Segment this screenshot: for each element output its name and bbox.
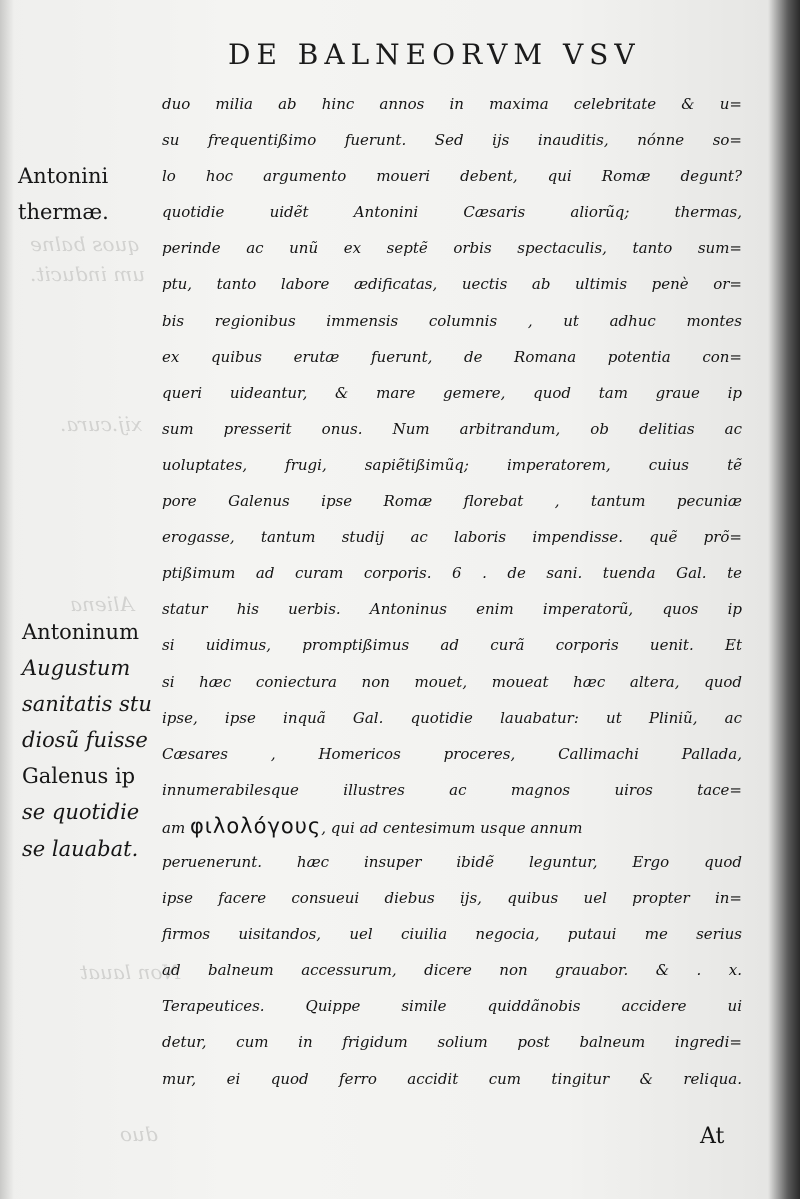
text-line: si hæc coniectura non mouet, moueat hæc altera, quod (162, 672, 742, 691)
margin-note-line: se lauabat. (22, 836, 139, 861)
margin-note-antoninum-augustum (22, 614, 164, 867)
text-line: quotidie uidẽt Antonini Cæsaris aliorũq; thermas, (162, 203, 742, 222)
text-line: peruenerunt. hæc insuper ibidẽ leguntur, Ergo quod (162, 852, 742, 871)
bleed-through-mark: xij.cura. (60, 412, 143, 436)
text-line: queri uideantur, & mare gemere, quod tam graue ip (162, 383, 742, 402)
text-line-with-greek (162, 808, 742, 844)
margin-note-line: sanitatis stu (22, 692, 152, 717)
text-line: duo milia ab hinc annos in maxima celebritate & u= (162, 95, 742, 113)
text-line: ptißimum ad curam corporis. 6 . de sani. tuenda Gal. te (162, 564, 742, 583)
margin-note-line: thermæ. (18, 200, 109, 225)
main-text-block (162, 86, 742, 1097)
margin-note-line: diosũ fuisse (22, 728, 148, 753)
margin-note-antonini-thermae (18, 158, 160, 230)
text-line: detur, cum in frigidum solium post balneum ingredi= (162, 1033, 742, 1052)
running-header: DE BALNEORVM VSV (228, 38, 641, 71)
text-line: sum presserit onus. Num arbitrandum, ob delitias ac (162, 419, 742, 438)
text-line: perinde ac unũ ex septẽ orbis spectaculis, tanto sum= (162, 239, 742, 258)
margin-note-line: Augustum (22, 656, 131, 681)
margin-note-line: Galenus ip (22, 764, 136, 789)
text-line: innumerabilesque illustres ac magnos uiros tace= (162, 780, 742, 799)
bleed-through-mark: um inducit. (30, 262, 146, 286)
text-line: si uidimus, promptißimus ad curã corporis uenit. Et (162, 636, 742, 655)
margin-note-line: se quotidie (22, 800, 140, 825)
text-line: su frequentißimo fuerunt. Sed ijs inauditis, nónne so= (162, 131, 742, 150)
text-line: mur, ei quod ferro accidit cum tingitur & reliqua. (162, 1069, 742, 1088)
greek-word: φιλολόγους (189, 813, 322, 838)
text-fragment: am (162, 818, 190, 837)
text-line: ad balneum accessurum, dicere non grauabor. & . x. (162, 961, 742, 980)
margin-note-line: Antonini (18, 164, 109, 188)
text-line: firmos uisitandos, uel ciuilia negocia, putaui me serius (162, 925, 742, 944)
text-line: statur his uerbis. Antoninus enim imperatorũ, quos ip (162, 600, 742, 619)
text-line: uoluptates, frugi, sapiẽtißimũq; imperatorem, cuius tẽ (162, 455, 742, 474)
bleed-through-mark: duo (120, 1122, 158, 1146)
catchword: At (700, 1124, 725, 1149)
bleed-through-mark: Aliena (70, 592, 134, 616)
text-line: bis regionibus immensis columnis , ut adhuc montes (162, 311, 742, 330)
margin-note-line: Antoninum (22, 620, 139, 644)
text-line: ipse facere consueui diebus ijs, quibus uel propter in= (162, 889, 742, 908)
bleed-through-mark: quos balne (30, 232, 141, 256)
text-line: erogasse, tantum studij ac laboris impendisse. quẽ prõ= (162, 528, 742, 547)
text-line: Terapeutices. Quippe simile quiddãnobis accidere ui (162, 997, 742, 1016)
text-line: Cæsares , Homericos proceres, Callimachi Pallada, (162, 744, 742, 763)
page-gutter-shadow (0, 0, 14, 1199)
text-line: pore Galenus ipse Romæ florebat , tantum pecuniæ (162, 492, 742, 511)
text-line: ptu, tanto labore ædificatas, uectis ab ultimis penè or= (162, 275, 742, 294)
text-line: ipse, ipse inquã Gal. quotidie lauabatur: ut Pliniũ, ac (162, 708, 742, 727)
text-line: ex quibus erutæ fuerunt, de Romana potentia con= (162, 347, 742, 366)
bleed-through-mark: Non lauat (80, 960, 180, 984)
text-line: lo hoc argumento moueri debent, qui Romæ degunt? (162, 167, 742, 186)
text-fragment: , qui ad centesimum usque annum (321, 818, 583, 837)
